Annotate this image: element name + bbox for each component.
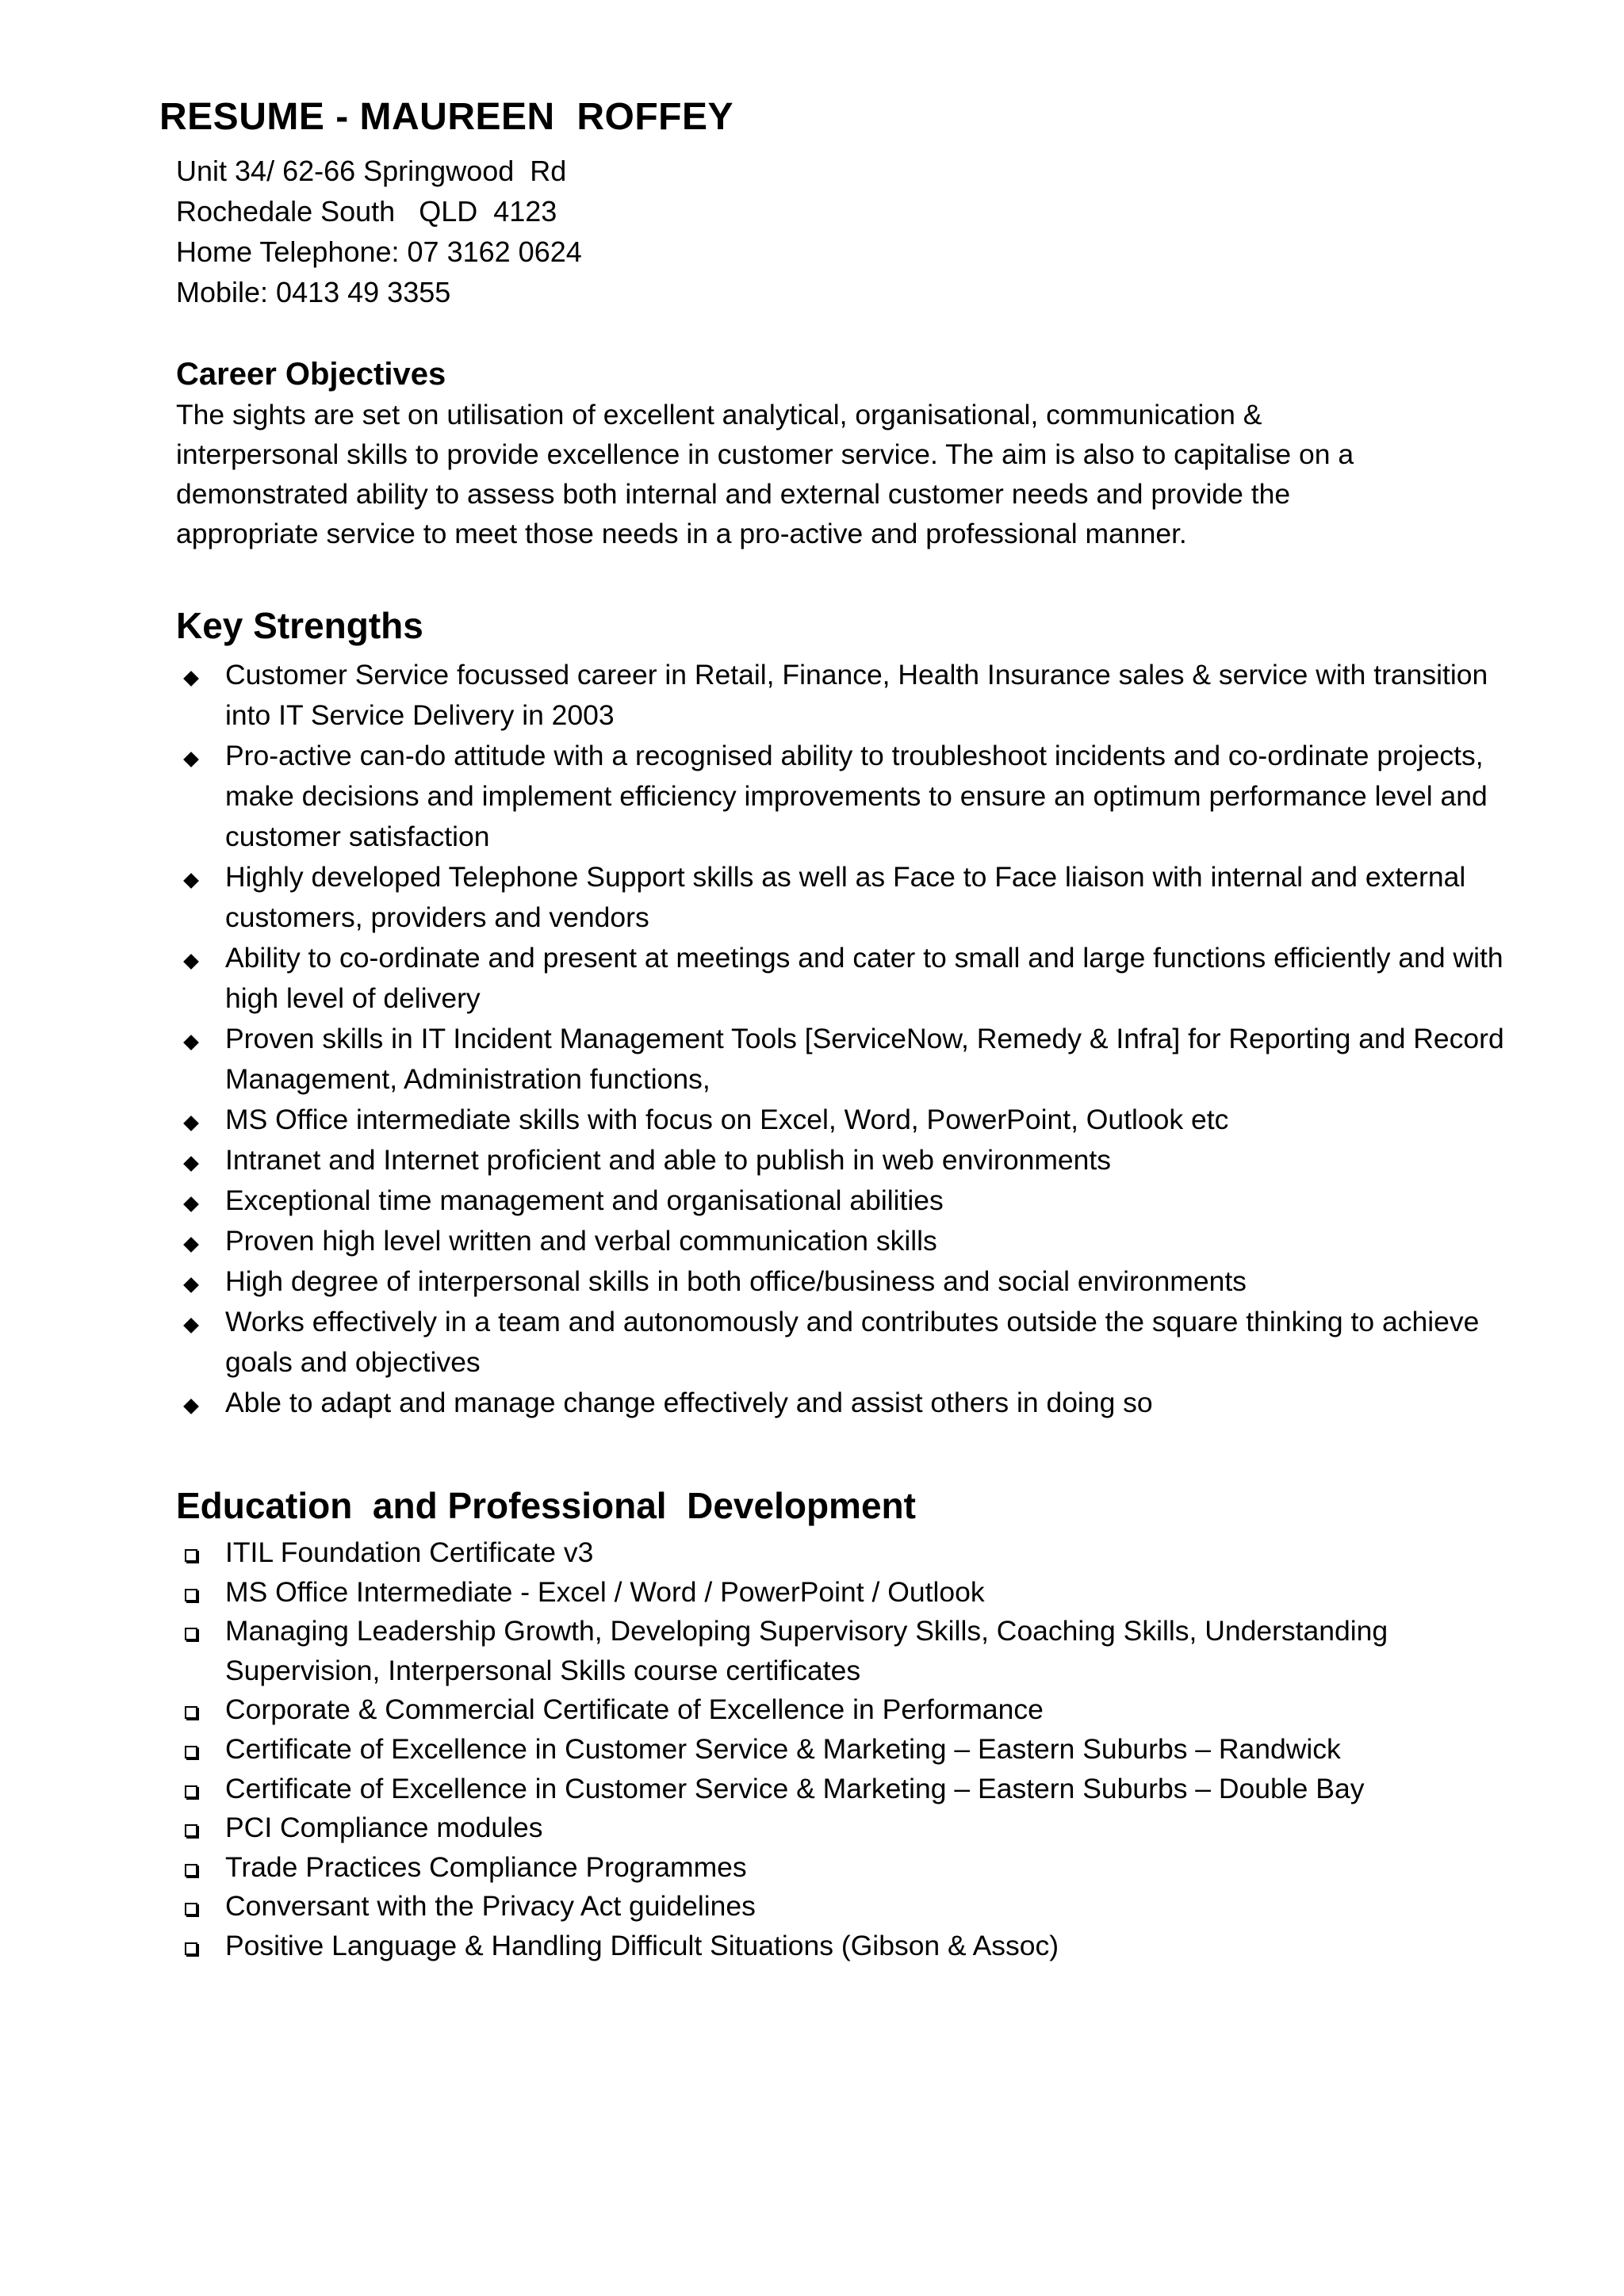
list-item-text: Intranet and Internet proficient and able to publish in web environments (225, 1144, 1111, 1176)
key-strengths-list (176, 655, 1524, 1423)
diamond-bullet-icon (179, 736, 203, 776)
address-street: Unit 34/ 62-66 Springwood Rd (176, 155, 567, 187)
education-heading: Education and Professional Development (176, 1485, 916, 1526)
list-item-text: Trade Practices Compliance Programmes (225, 1850, 747, 1883)
career-objectives-heading: Career Objectives (176, 357, 446, 392)
key-strengths-heading: Key Strengths (176, 605, 423, 646)
contact-address-block (176, 151, 582, 312)
list-item-text: Proven skills in IT Incident Management Tools [ServiceNow, Remedy & Infra] for Reporting and Record Management, Administration functions, (225, 1023, 1504, 1095)
list-item (176, 1383, 1524, 1423)
list-item-text: Works effectively in a team and autonomously and contributes outside the square thinking to achieve goals and objectives (225, 1306, 1480, 1378)
list-item-text: PCI Compliance modules (225, 1812, 543, 1844)
list-item-text: Conversant with the Privacy Act guidelines (225, 1890, 756, 1923)
page-title: RESUME - MAUREEN ROFFEY (159, 96, 734, 138)
diamond-bullet-icon (179, 1302, 203, 1342)
list-item (176, 1140, 1524, 1181)
diamond-bullet-icon (179, 1019, 203, 1059)
diamond-bullet-icon (179, 857, 203, 897)
mobile-number: Mobile: 0413 49 3355 (176, 276, 451, 308)
diamond-bullet-icon (179, 938, 203, 978)
list-item-text: Corporate & Commercial Certificate of Excellence in Performance (225, 1693, 1044, 1726)
list-item-text: Highly developed Telephone Support skills as well as Face to Face liaison with internal and external customers, providers and vendors (225, 861, 1466, 933)
diamond-bullet-icon (179, 1383, 203, 1423)
diamond-bullet-icon (179, 655, 203, 695)
square-bullet-icon (179, 1573, 203, 1613)
list-item-text: Exceptional time management and organisational abilities (225, 1184, 944, 1216)
square-bullet-icon (179, 1730, 203, 1770)
diamond-bullet-icon (179, 1221, 203, 1261)
list-item (176, 1019, 1524, 1100)
list-item (176, 1302, 1524, 1383)
home-telephone: Home Telephone: 07 3162 0624 (176, 235, 582, 268)
list-item (176, 1730, 1524, 1770)
square-bullet-icon (179, 1612, 203, 1651)
list-item-text: Proven high level written and verbal communication skills (225, 1225, 937, 1257)
list-item (176, 938, 1524, 1019)
square-bullet-icon (179, 1927, 203, 1966)
list-item-text: Managing Leadership Growth, Developing Supervisory Skills, Coaching Skills, Understanding Supervision, Interpersonal Skills course certificates (225, 1615, 1388, 1686)
diamond-bullet-icon (179, 1140, 203, 1181)
list-item-text: High degree of interpersonal skills in both office/business and social environments (225, 1265, 1247, 1297)
list-item (176, 736, 1524, 857)
list-item (176, 1261, 1524, 1302)
diamond-bullet-icon (179, 1100, 203, 1140)
list-item (176, 857, 1524, 938)
list-item-text: Certificate of Excellence in Customer Service & Marketing – Eastern Suburbs – Randwick (225, 1732, 1341, 1765)
list-item (176, 1690, 1524, 1730)
diamond-bullet-icon (179, 1181, 203, 1221)
list-item (176, 1181, 1524, 1221)
list-item (176, 1770, 1524, 1809)
list-item (176, 1848, 1524, 1888)
paragraph-line: appropriate service to meet those needs in a pro-active and professional manner. (176, 518, 1187, 549)
list-item (176, 1100, 1524, 1140)
list-item-text: ITIL Foundation Certificate v3 (225, 1536, 594, 1568)
diamond-bullet-icon (179, 1261, 203, 1302)
address-suburb: Rochedale South QLD 4123 (176, 195, 557, 228)
list-item (176, 1573, 1524, 1613)
education-list (176, 1533, 1524, 1966)
paragraph-line: interpersonal skills to provide excellence in customer service. The aim is also to capitalise on a (176, 438, 1354, 470)
list-item (176, 1533, 1524, 1573)
list-item-text: Pro-active can-do attitude with a recognised ability to troubleshoot incidents and co-ordinate projects, make decisions and implement efficiency improvements to ensure an optimum performance level and customer satisfaction (225, 740, 1488, 852)
square-bullet-icon (179, 1770, 203, 1809)
square-bullet-icon (179, 1808, 203, 1848)
square-bullet-icon (179, 1690, 203, 1730)
paragraph-line: demonstrated ability to assess both internal and external customer needs and provide the (176, 478, 1291, 510)
list-item (176, 1612, 1524, 1690)
list-item (176, 1927, 1524, 1966)
list-item-text: Able to adapt and manage change effectively and assist others in doing so (225, 1387, 1153, 1418)
list-item-text: Certificate of Excellence in Customer Service & Marketing – Eastern Suburbs – Double Bay (225, 1772, 1365, 1804)
list-item-text: Positive Language & Handling Difficult Situations (Gibson & Assoc) (225, 1929, 1059, 1961)
paragraph-line: The sights are set on utilisation of excellent analytical, organisational, communication & (176, 399, 1262, 430)
square-bullet-icon (179, 1887, 203, 1927)
list-item-text: MS Office Intermediate - Excel / Word / PowerPoint / Outlook (225, 1575, 985, 1608)
list-item (176, 1887, 1524, 1927)
career-objectives-paragraph (176, 395, 1508, 553)
square-bullet-icon (179, 1533, 203, 1573)
list-item-text: Customer Service focussed career in Retail, Finance, Health Insurance sales & service with transition into IT Service Delivery in 2003 (225, 659, 1488, 731)
list-item (176, 655, 1524, 736)
list-item-text: Ability to co-ordinate and present at meetings and cater to small and large functions efficiently and with high level of delivery (225, 942, 1503, 1014)
list-item-text: MS Office intermediate skills with focus on Excel, Word, PowerPoint, Outlook etc (225, 1104, 1229, 1135)
list-item (176, 1221, 1524, 1261)
square-bullet-icon (179, 1848, 203, 1888)
list-item (176, 1808, 1524, 1848)
